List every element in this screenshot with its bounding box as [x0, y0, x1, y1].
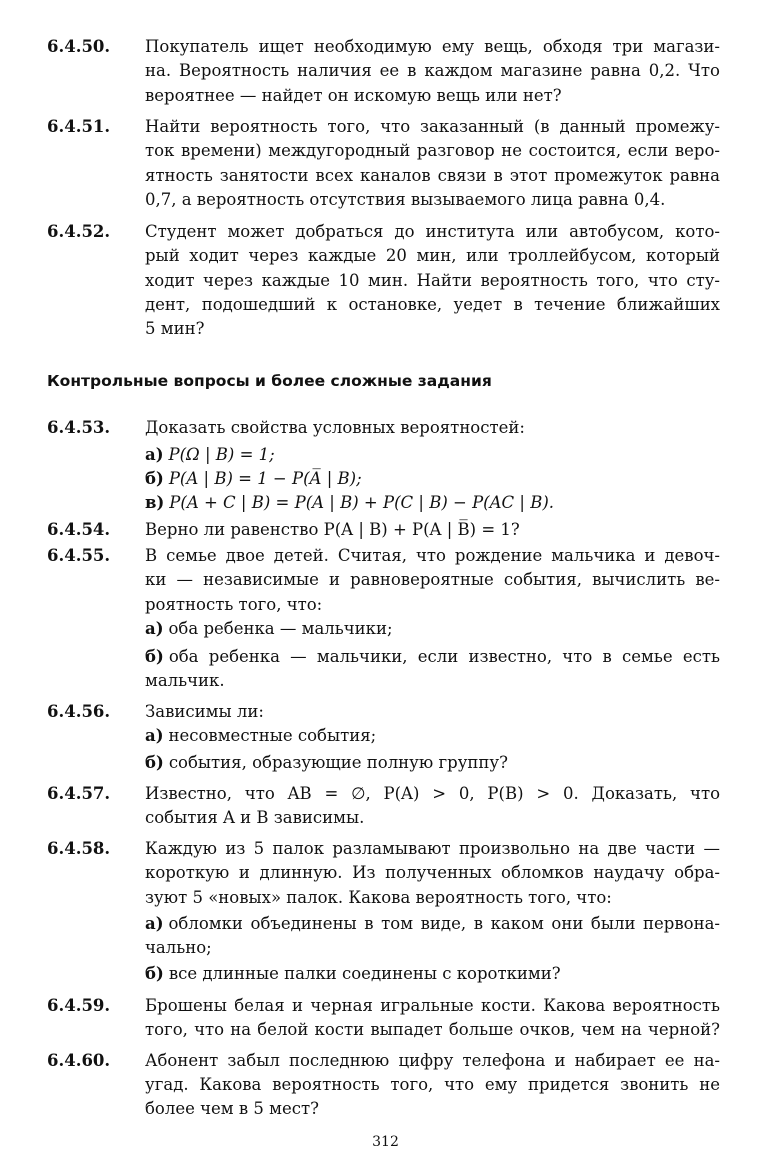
line-text: ятность занятости всех каналов связи в этот промежуток равна: [145, 166, 720, 185]
line-text: Доказать свойства условных вероятностей:: [145, 418, 525, 437]
problem-text-line: [145, 863, 720, 883]
problem-text-line: [145, 619, 720, 639]
problem-text-line: [145, 469, 720, 489]
subitem-label: б): [145, 647, 164, 666]
problem-text-line: [145, 271, 720, 291]
problem-text-line: [145, 1051, 720, 1071]
problem-text-line: [145, 319, 720, 339]
line-text: P(Ω | B) = 1;: [168, 445, 275, 464]
problem-number: 6.4.54.: [47, 520, 111, 539]
problem-text-line: [145, 190, 720, 210]
line-text: Верно ли равенство P(A | B) + P(A | B̅) = 1?: [145, 520, 520, 539]
problem-text-line: [145, 445, 720, 465]
problem-number: 6.4.56.: [47, 702, 111, 721]
line-text: Студент может добраться до института или автобусом, кото-: [145, 222, 720, 241]
line-text: короткую и длинную. Из полученных обломков наудачу обра-: [145, 863, 720, 882]
problem-text-line: [145, 141, 720, 161]
problem-number: 6.4.57.: [47, 784, 111, 803]
problem-text-line: [145, 546, 720, 566]
line-text: рый ходит через каждые 20 мин, или троллейбусом, который: [145, 246, 720, 265]
problem-number: 6.4.53.: [47, 418, 111, 437]
problem-number: 6.4.52.: [47, 222, 111, 241]
problem-number: 6.4.55.: [47, 546, 111, 565]
line-text: более чем в 5 мест?: [145, 1099, 319, 1118]
line-text: события, образующие полную группу?: [168, 753, 508, 772]
line-text: Покупатель ищет необходимую ему вещь, обходя три магази-: [145, 37, 720, 56]
subitem-label: в): [145, 493, 165, 512]
line-text: Абонент забыл последнюю цифру телефона и набирает ее на-: [145, 1051, 720, 1070]
subitem-label: а): [145, 726, 164, 745]
line-text: Известно, что AB = ∅, P(A) > 0, P(B) > 0. Доказать, что: [145, 784, 720, 803]
line-text: чально;: [145, 938, 212, 957]
line-text: P(A | B) = 1 − P(A̅ | B);: [168, 469, 362, 488]
line-text: вероятнее — найдет он искомую вещь или нет?: [145, 86, 562, 105]
line-text: угад. Какова вероятность того, что ему придется звонить не: [145, 1075, 720, 1094]
line-text: обломки объединены в том виде, в каком они были первона-: [168, 914, 720, 933]
problem-text-line: [145, 117, 720, 137]
problem-text-line: [145, 1020, 720, 1040]
problem-text-line: [145, 222, 720, 242]
line-text: 5 мин?: [145, 319, 205, 338]
problem-text-line: [145, 996, 720, 1016]
problem-text-line: [145, 938, 720, 958]
line-text: роятность того, что:: [145, 595, 323, 614]
problem-text-line: [145, 61, 720, 81]
problem-text-line: [145, 702, 720, 722]
problem-text-line: [145, 1099, 720, 1119]
line-text: оба ребенка — мальчики, если известно, что в семье есть: [168, 647, 720, 666]
problem-number: 6.4.50.: [47, 37, 111, 56]
problem-number: 6.4.60.: [47, 1051, 111, 1070]
line-text: Брошены белая и черная игральные кости. Какова вероятность: [145, 996, 720, 1015]
line-text: Зависимы ли:: [145, 702, 264, 721]
problem-text-line: [145, 753, 720, 773]
problem-text-line: [145, 570, 720, 590]
problem-text-line: [145, 647, 720, 667]
problem-number: 6.4.59.: [47, 996, 111, 1015]
problem-text-line: [145, 37, 720, 57]
problem-text-line: [145, 964, 720, 984]
subitem-label: а): [145, 914, 164, 933]
section-heading: Контрольные вопросы и более сложные задания: [47, 372, 492, 390]
problem-text-line: [145, 246, 720, 266]
problem-number: 6.4.58.: [47, 839, 111, 858]
line-text: ток времени) междугородный разговор не состоится, если веро-: [145, 141, 720, 160]
line-text: В семье двое детей. Считая, что рождение мальчика и девоч-: [145, 546, 720, 565]
line-text: мальчик.: [145, 671, 225, 690]
line-text: оба ребенка — мальчики;: [168, 619, 393, 638]
line-text: все длинные палки соединены с короткими?: [168, 964, 561, 983]
problem-text-line: [145, 493, 720, 513]
problem-text-line: [145, 914, 720, 934]
line-text: Каждую из 5 палок разламывают произвольно на две части —: [145, 839, 720, 858]
subitem-label: б): [145, 964, 164, 983]
line-text: P(A + C | B) = P(A | B) + P(C | B) − P(AC | B).: [169, 493, 555, 512]
problem-text-line: [145, 888, 720, 908]
page-number: 312: [372, 1134, 399, 1150]
subitem-label: а): [145, 619, 164, 638]
line-text: события A и B зависимы.: [145, 808, 365, 827]
subitem-label: а): [145, 445, 164, 464]
problem-text-line: [145, 671, 720, 691]
line-text: несовместные события;: [168, 726, 377, 745]
problem-text-line: [145, 295, 720, 315]
line-text: зуют 5 «новых» палок. Какова вероятность того, что:: [145, 888, 612, 907]
problem-text-line: [145, 1075, 720, 1095]
problem-text-line: [145, 784, 720, 804]
line-text: ки — независимые и равновероятные события, вычислить ве-: [145, 570, 720, 589]
problem-number: 6.4.51.: [47, 117, 111, 136]
problem-text-line: [145, 166, 720, 186]
line-text: ходит через каждые 10 мин. Найти вероятность того, что сту-: [145, 271, 720, 290]
problem-text-line: [145, 86, 720, 106]
line-text: Найти вероятность того, что заказанный (в данный промежу-: [145, 117, 720, 136]
subitem-label: б): [145, 753, 164, 772]
problem-text-line: [145, 520, 720, 540]
subitem-label: б): [145, 469, 164, 488]
line-text: дент, подошедший к остановке, уедет в течение ближайших: [145, 295, 720, 314]
problem-text-line: [145, 418, 720, 438]
line-text: на. Вероятность наличия ее в каждом магазине равна 0,2. Что: [145, 61, 720, 80]
line-text: 0,7, а вероятность отсутствия вызываемого лица равна 0,4.: [145, 190, 666, 209]
problem-text-line: [145, 595, 720, 615]
problem-text-line: [145, 808, 720, 828]
problem-text-line: [145, 726, 720, 746]
line-text: того, что на белой кости выпадет больше очков, чем на черной?: [145, 1020, 720, 1039]
problem-text-line: [145, 839, 720, 859]
